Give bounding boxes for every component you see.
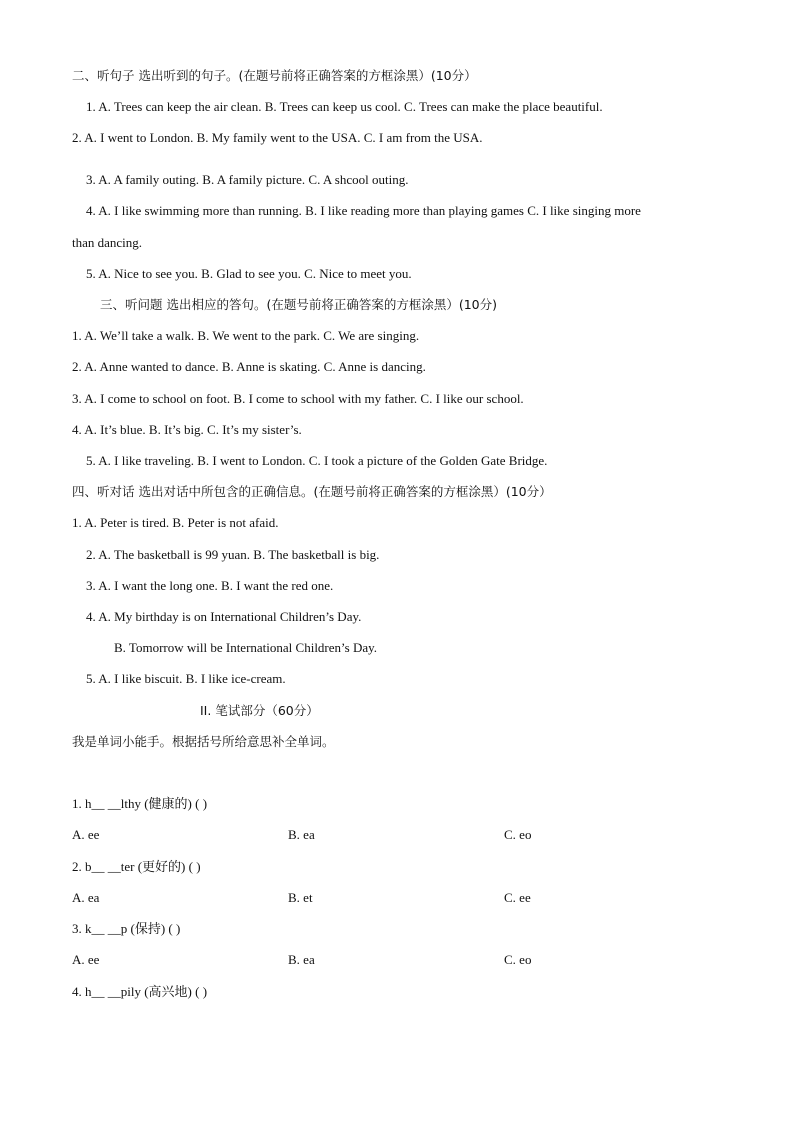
question-2-option-a: A. ea — [72, 890, 100, 905]
section4-item-5: 5. A. I like biscuit. B. I like ice-cream. — [86, 671, 286, 686]
section2-item-3: 3. A. A family outing. B. A family picture. C. A shcool outing. — [86, 172, 409, 187]
question-1-option-b: B. ea — [288, 827, 315, 842]
section4-item-4: 4. A. My birthday is on International Children’s Day. — [86, 609, 362, 624]
section4-item-1: 1. A. Peter is tired. B. Peter is not afaid. — [72, 515, 279, 530]
section2-item-4-cont: than dancing. — [72, 235, 143, 250]
question-2-option-c: C. ee — [504, 890, 531, 905]
question-3-stem: 3. k__ __p (保持) ( ) — [72, 921, 181, 936]
section3-item-2: 2. A. Anne wanted to dance. B. Anne is skating. C. Anne is dancing. — [72, 359, 426, 374]
section2-item-2: 2. A. I went to London. B. My family went to the USA. C. I am from the USA. — [72, 130, 483, 145]
section2-item-5: 5. A. Nice to see you. B. Glad to see you. C. Nice to meet you. — [86, 266, 412, 281]
section4-heading: 四、听对话 选出对话中所包含的正确信息。(在题号前将正确答案的方框涂黑）(10分） — [72, 484, 552, 499]
written-heading: II. 笔试部分（60分） — [200, 703, 319, 718]
question-1-stem: 1. h__ __lthy (健康的) ( ) — [72, 796, 208, 811]
question-4-stem: 4. h__ __pily (高兴地) ( ) — [72, 984, 208, 999]
section3-item-1: 1. A. We’ll take a walk. B. We went to the park. C. We are singing. — [72, 328, 420, 343]
section3-item-5: 5. A. I like traveling. B. I went to London. C. I took a picture of the Golden Gate Bridge. — [86, 453, 548, 468]
written-instruction: 我是单词小能手。根据括号所给意思补全单词。 — [72, 734, 335, 749]
question-2-option-b: B. et — [288, 890, 313, 905]
question-1-option-a: A. ee — [72, 827, 100, 842]
section2-heading: 二、听句子 选出听到的句子。(在题号前将正确答案的方框涂黑）(10分） — [72, 68, 477, 83]
question-3-option-b: B. ea — [288, 952, 315, 967]
section3-item-4: 4. A. It’s blue. B. It’s big. C. It’s my sister’s. — [72, 422, 302, 437]
section4-item-4-b: B. Tomorrow will be International Children’s Day. — [114, 640, 378, 655]
section3-heading: 三、听问题 选出相应的答句。(在题号前将正确答案的方框涂黑）(10分) — [100, 297, 498, 312]
question-3-option-a: A. ee — [72, 952, 100, 967]
section4-item-3: 3. A. I want the long one. B. I want the red one. — [86, 578, 334, 593]
section3-item-3: 3. A. I come to school on foot. B. I come to school with my father. C. I like our school. — [72, 391, 524, 406]
question-3-option-c: C. eo — [504, 952, 532, 967]
question-1-option-c: C. eo — [504, 827, 532, 842]
question-2-stem: 2. b__ __ter (更好的) ( ) — [72, 859, 201, 874]
section2-item-4: 4. A. I like swimming more than running. B. I like reading more than playing games C. I like singing more — [86, 203, 641, 218]
section2-item-1: 1. A. Trees can keep the air clean. B. Trees can keep us cool. C. Trees can make the place beautiful. — [86, 99, 603, 114]
section4-item-2: 2. A. The basketball is 99 yuan. B. The basketball is big. — [86, 547, 380, 562]
